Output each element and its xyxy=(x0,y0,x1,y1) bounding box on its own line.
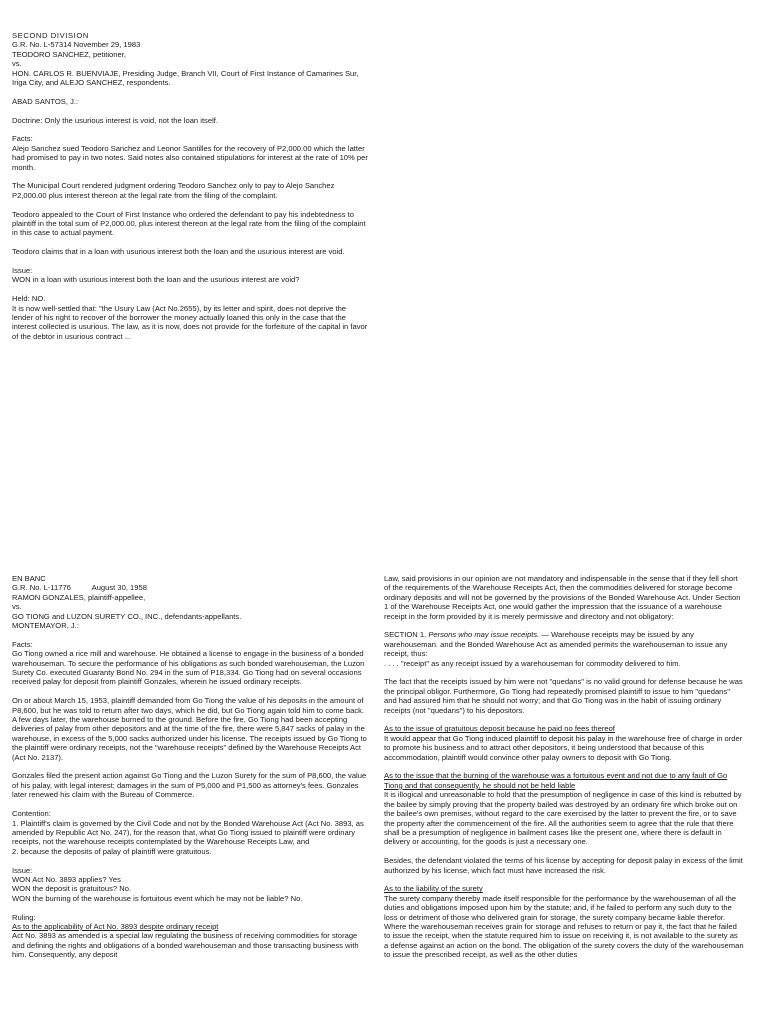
defendants-line: GO TIONG and LUZON SURETY CO., INC., defendants-appellants. xyxy=(12,611,242,621)
section-1-quote xyxy=(384,630,744,658)
case-sanchez-digest xyxy=(12,31,368,351)
versus-line: vs. xyxy=(12,59,22,69)
facts-paragraph-1: Alejo Sanchez sued Teodoro Sanchez and Leonor Santilles for the recovery of P2,000.00 which the latter had promised to pay in two notes. Said notes also contained stipulations for interest at the rate of 10% per month. xyxy=(12,143,368,172)
case-number: G.R. No. L-11776 August 30, 1958 xyxy=(12,583,147,593)
doctrine-line: Doctrine: Only the usurious interest is void, not the loan itself. xyxy=(12,115,218,125)
versus-line: vs. xyxy=(12,602,22,612)
issue-item-2: WON the deposit is gratuitous? No. xyxy=(12,884,132,894)
facts-paragraph-2: The Municipal Court rendered judgment ordering Teodoro Sanchez only to pay to Alejo Sanchez P2,000.00 plus interest thereon at the legal rate from the filing of the complaint. xyxy=(12,181,335,200)
facts-paragraph-3: Gonzales filed the present action against Go Tiong and the Luzon Surety for the sum of P8,600, the value of his palay, with legal interest; damages in the sum of P5,000 and P1,500 as attorney's fees. Gonzales later renewed his claim with the Bureau of Commerce. xyxy=(12,771,367,800)
contention-item-1: 1. Plaintiff's claim is governed by the Civil Code and not by the Bonded Warehouse Act (Act No. 3893, as amended by Republic Act No. 247), for the reason that, what Go Tiong issued to plaintiff were ordinary receipts, not the warehouse receipts contemplated by the Warehouse Receipts Law, and xyxy=(12,818,364,847)
fortuitous-event-heading: As to the issue that the burning of the warehouse was a fortuitous event and not due to any fault of Go Tiong and that consequently, he should not be held liable xyxy=(384,771,728,790)
section-1-body: — Warehouse receipts may be issued by any warehouseman. and the Bonded Warehouse Act as amended permits the warehouseman to issue any receipt, thus: xyxy=(384,630,728,659)
case-number: G.R. No. L-57314 November 29, 1983 xyxy=(12,40,141,50)
ponente-line: ABAD SANTOS, J.: xyxy=(12,96,79,106)
issue-item-1: WON Act No. 3893 applies? Yes xyxy=(12,874,121,884)
issue-text: WON in a loan with usurious interest both the loan and the usurious interest are void? xyxy=(12,275,300,285)
ruling-subheading-applicability: As to the applicability of Act No. 3893 despite ordinary receipt xyxy=(12,921,219,931)
division-heading: SECOND DIVISION xyxy=(12,31,89,40)
case-gonzales-continued xyxy=(384,574,744,960)
issue-label: Issue: xyxy=(12,266,33,276)
contention-item-2: 2. because the deposits of palay of plaintiff were gratuitous. xyxy=(12,846,212,856)
ruling-label: Ruling: xyxy=(12,912,36,922)
gratuitous-deposit-heading: As to the issue of gratuitous deposit because he paid no fees thereof xyxy=(384,724,615,734)
division-heading: EN BANC xyxy=(12,574,46,583)
facts-paragraph-2: On or about March 15, 1953, plaintiff demanded from Go Tiong the value of his deposits in the amount of P8,600, but he was told to return after two days, which he did, but Go Tiong again told him to come back. A few days later, the warehouse burned to the ground. Before the fire, Go Tiong had been accepting deliveries of palay from other depositors and at the time of the fire, there were 5,847 sacks of palay in the warehouse, in excess of the 5,000 sacks authorized under his license. The receipts issued by Go Tiong to the plaintiff were ordinary receipts, not the "warehouse receipts" defined by the Warehouse Receipts Act (Act No. 2137). xyxy=(12,696,367,762)
issue-label: Issue: xyxy=(12,865,33,875)
gratuitous-deposit-paragraph: It would appear that Go Tiong induced plaintiff to deposit his palay in the warehouse free of charge in order to promote his business and to attract other depositors, it being understood that because of this accommodation, plaintiff would convince other palay owners to deposit with Go Tiong. xyxy=(384,733,743,762)
section-1-title: Persons who may issue receipts. xyxy=(428,630,540,640)
plaintiff-line: RAMON GONZALES, plaintiff-appellee, xyxy=(12,592,146,602)
ruling-paragraph: Act No. 3893 as amended is a special law regulating the business of receiving commodities for storage and defining the rights and obligations of a bonded warehouseman and those transacting business with him. Consequently, any deposit xyxy=(12,931,359,960)
section-1-lead: SECTION 1. xyxy=(384,630,429,640)
held-text: It is now well-settled that: "the Usury Law (Act No.2655), by its letter and spirit, does not deprive the lender of his right to recover of the borrower the money actually loaned this only in the case that the interest collected is usurious. The law, as it is now, does not provide for the forfeiture of the capital in favor of the debtor in usurious contract ... xyxy=(12,303,368,341)
case-gonzales-digest xyxy=(12,574,368,960)
surety-liability-paragraph: The surety company thereby made itself responsible for the performance by the warehouseman of all the duties and obligations imposed upon him by the statute; and, if he failed to perform any such duty to the loss or detriment of those who delivered grain for storage, the surety company became liable therefor. Where the warehouseman receives grain for storage and refuses to return or pay it, the fact that he failed to issue the receipt, when the statute required him to issue on receiving it, is not available to the surety as a defense against an action on the bond. The obligation of the surety covers the duty of the warehouseman to issue the prescribed receipt, as well as the other duties xyxy=(384,893,744,960)
facts-label: Facts: xyxy=(12,134,33,144)
warehouse-law-paragraph: Law, said provisions in our opinion are not mandatory and indispensable in the sense that if they fell short of the requirements of the Warehouse Receipts Act, then the commodities delivered for storage become ordinary deposits and will not be governed by the provisions of the Bonded Warehouse Act. Under Section 1 of the Warehouse Receipts Act, one would gather the impression that the issuance of a warehouse receipt in the form provided by it is merely permissive and directory and not obligatory: xyxy=(384,574,741,621)
license-violation-paragraph: Besides, the defendant violated the terms of his license by accepting for deposit palay in excess of the limit authorized by his license, which fact must have increased the risk. xyxy=(384,856,743,875)
contention-label: Contention: xyxy=(12,809,51,819)
receipt-definition-quote: . . . . "receipt" as any receipt issued by a warehouseman for commodity delivered to him. xyxy=(384,658,681,668)
surety-liability-heading: As to the liability of the surety xyxy=(384,884,483,894)
petitioner-line: TEODORO SANCHEZ, petitioner, xyxy=(12,49,126,59)
ponente-line: MONTEMAYOR, J.: xyxy=(12,621,79,631)
quedans-paragraph: The fact that the receipts issued by him were not "quedans" is no valid ground for defense because he was the principal obligor. Furthermore, Go Tiong had repeatedly promised plaintiff to issue to him "quedans" and had assured him that he should not worry; and that Go Tiong was in the habit of issuing ordinary receipts (not "quedans") to his depositors. xyxy=(384,677,743,715)
facts-paragraph-4: Teodoro claims that in a loan with usurious interest both the loan and the usurious interest are void. xyxy=(12,247,345,257)
facts-paragraph-3: Teodoro appealed to the Court of First Instance who ordered the defendant to pay his indebtedness to plaintiff in the total sum of P2,000.00, plus interest thereon at the legal rate from the filing of the complaint in this case to actual payment. xyxy=(12,209,366,238)
facts-paragraph-1: Go Tiong owned a rice mill and warehouse. He obtained a license to engage in the business of a bonded warehouseman. To secure the performance of his obligations as such bonded warehouseman, the Luzon Surety Co. executed Guaranty Bond No. 294 in the sum of P18,334. Go Tiong had on several occasions received palay for deposit from plaintiff Gonzales, wherein he issued ordinary receipts. xyxy=(12,649,365,687)
held-label: Held: NO. xyxy=(12,294,46,304)
fortuitous-event-paragraph: It is illogical and unreasonable to hold that the presumption of negligence in case of this kind is rebutted by the bailee by simply proving that the property bailed was destroyed by an ordinary fire which broke out on the bailee's own premises, without regard to the care exercised by the latter to prevent the fire, or to save the property after the commencement of the fire. All the authorities seem to agree that the rule that there shall be a presumption of negligence in bailment cases like the present one, where there is default in delivery or accounting, for the goods is just a necessary one. xyxy=(384,790,742,847)
issue-item-3: WON the burning of the warehouse is fortuitous event which he may not be liable? No. xyxy=(12,893,303,903)
respondents-line: HON. CARLOS R. BUENVIAJE, Presiding Judge, Branch VII, Court of First Instance of Camarines Sur, Iriga City, and ALEJO SANCHEZ, respondents. xyxy=(12,68,359,88)
facts-label: Facts: xyxy=(12,639,33,649)
